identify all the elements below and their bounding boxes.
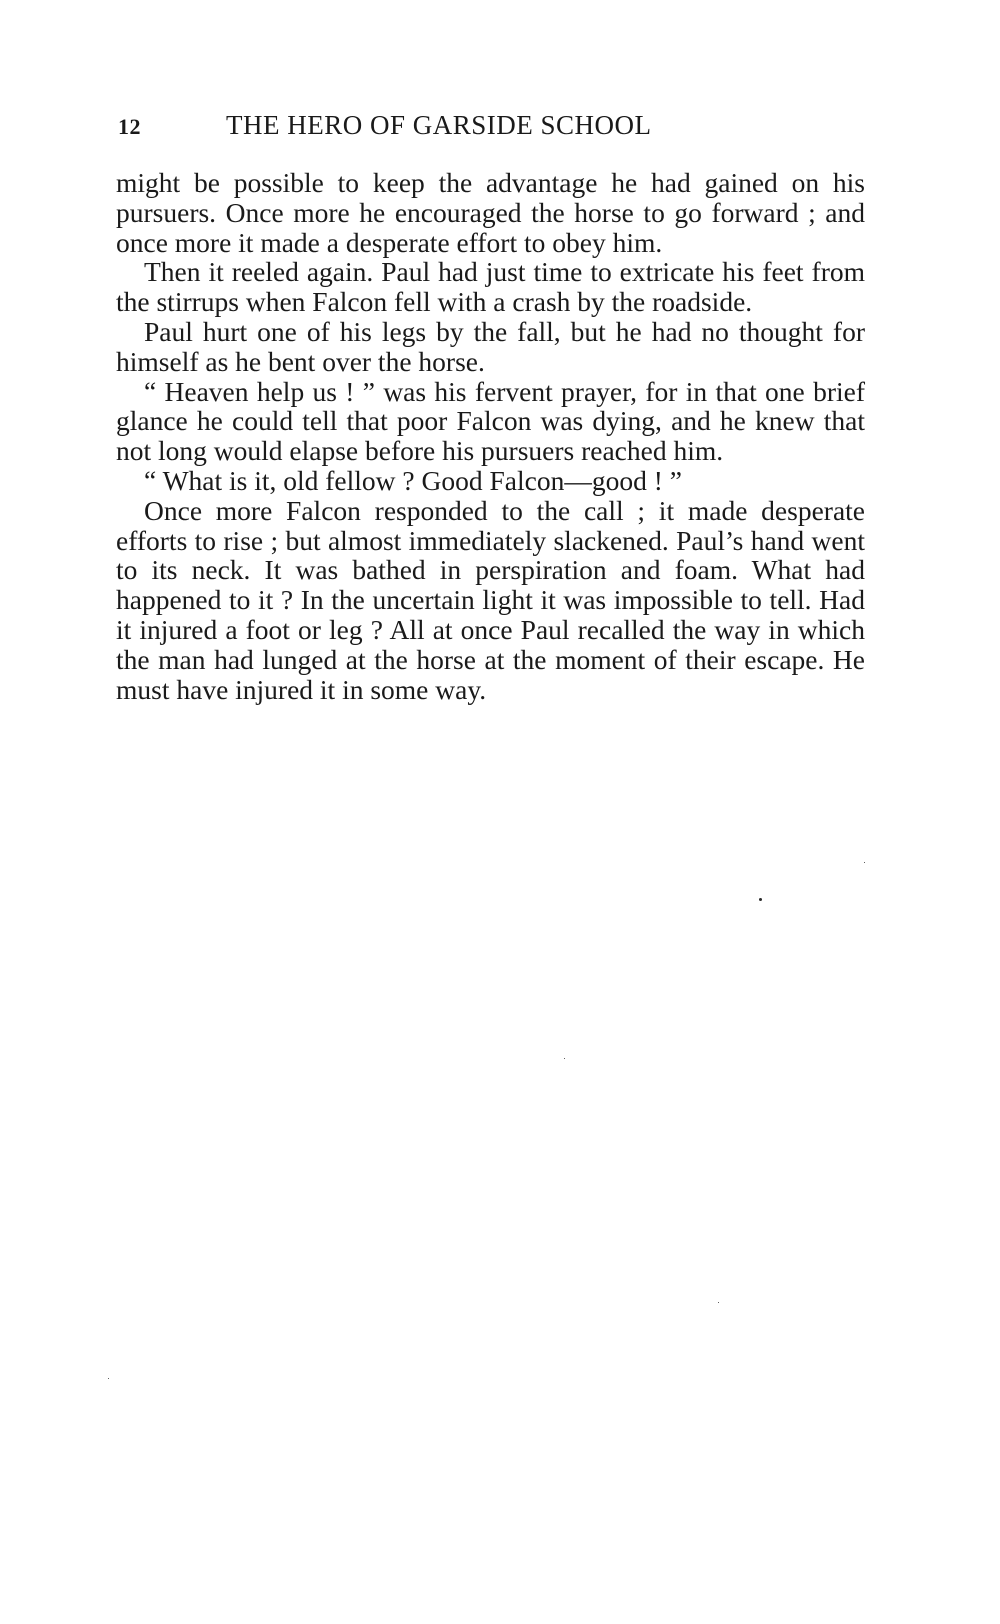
page-number: 12 [118, 114, 141, 139]
paragraph: Then it reeled again. Paul had just time to extricate his feet from the stirrups when Falcon fell with a crash by the roadside. [116, 256, 865, 318]
paragraph: might be possible to keep the advantage he had gained on his pursuers. Once more he encouraged the horse to go forward ; and once more it made a desperate effort to obey him. [116, 167, 865, 258]
scan-speck [564, 1058, 565, 1059]
scan-speck [864, 862, 865, 863]
paragraph: “ What is it, old fellow ? Good Falcon—good ! ” [144, 464, 682, 496]
paragraph: Paul hurt one of his legs by the fall, but he had no thought for himself as he bent over the horse. [116, 315, 865, 377]
body-text [116, 168, 865, 704]
paragraph: “ Heaven help us ! ” was his fervent prayer, for in that one brief glance he could tell that poor Falcon was dying, and he knew that not long would elapse before his pursuers reached him. [116, 375, 865, 467]
book-title: THE HERO OF GARSIDE SCHOOL [226, 110, 652, 140]
paragraph: Once more Falcon responded to the call ; it made desperate efforts to rise ; but almost immediately slackened. Paul’s hand went to its neck. It was bathed in perspiration and foam. What had happened to it ? In the uncertain light it was impossible to tell. Had it injured a foot or leg ? All at once Paul recalled the way in which the man had lunged at the horse at the moment of their escape. He must have injured it in some way. [116, 494, 865, 705]
scan-speck [108, 1378, 109, 1379]
running-head [118, 110, 878, 146]
scan-speck [718, 1302, 719, 1303]
scan-speck [759, 898, 762, 901]
